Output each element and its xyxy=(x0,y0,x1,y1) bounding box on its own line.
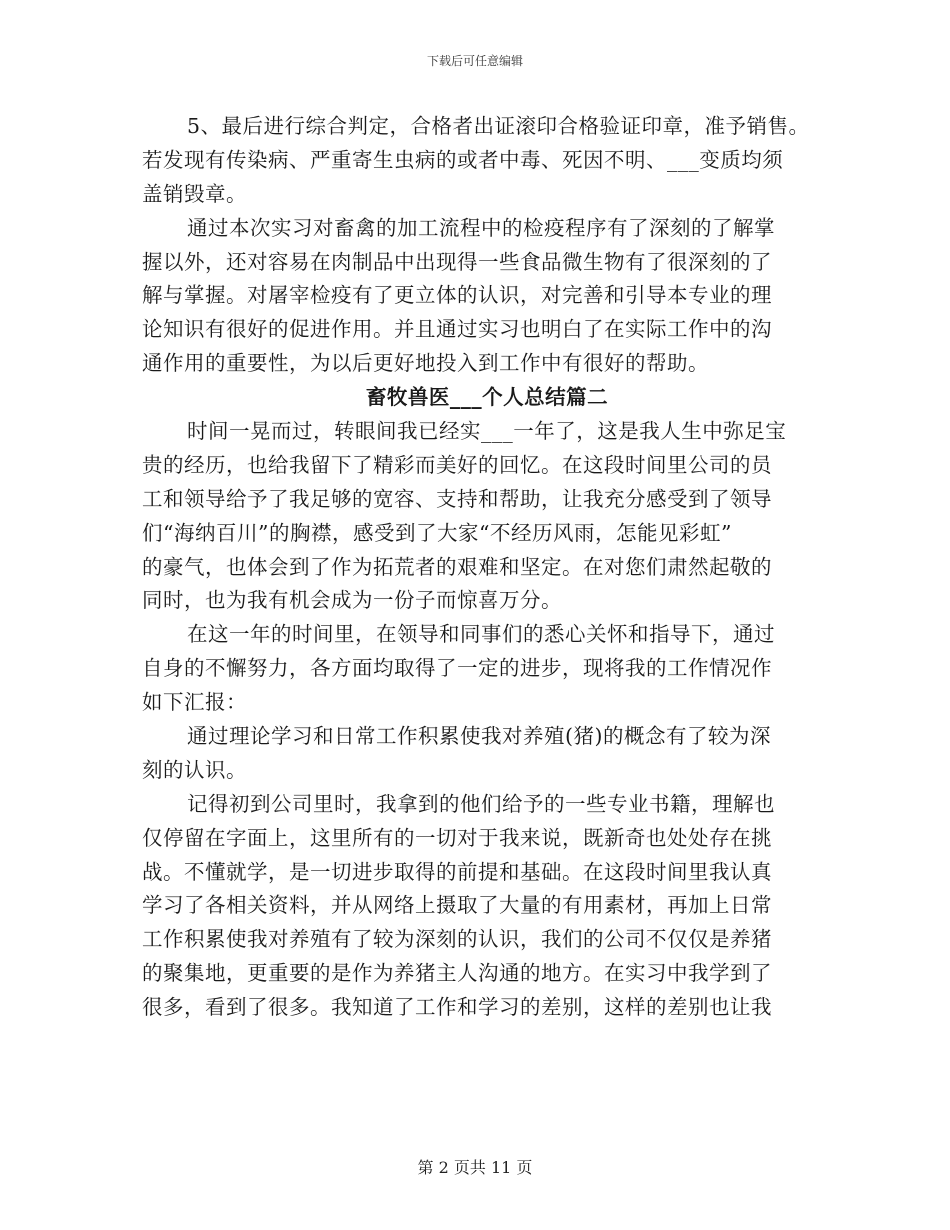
text-line: 盖销毁章。 xyxy=(142,181,247,206)
text-line: 记得初到公司里时，我拿到的他们给予的一些专业书籍，理解也 xyxy=(187,791,775,816)
text-line: 同时，也为我有机会成为一份子而惊喜万分。 xyxy=(142,588,562,613)
text-line: 刻的认识。 xyxy=(142,757,247,782)
text-line: 的豪气，也体会到了作为拓荒者的艰难和坚定。在对您们肃然起敬的 xyxy=(142,554,772,579)
text-line: 工和领导给予了我足够的宽容、支持和帮助，让我充分感受到了领导 xyxy=(142,486,772,511)
text-line: 仅停留在字面上，这里所有的一切对于我来说，既新奇也处处存在挑 xyxy=(142,825,772,850)
text-line: 工作积累使我对养殖有了较为深刻的认识，我们的公司不仅仅是养猪 xyxy=(142,927,772,952)
text-line: 很多，看到了很多。我知道了工作和学习的差别，这样的差别也让我 xyxy=(142,995,772,1020)
text-line: 时间一晃而过，转眼间我已经实___一年了，这是我人生中弥足宝 xyxy=(187,419,787,444)
text-line: 学习了各相关资料，并从网络上摄取了大量的有用素材，再加上日常 xyxy=(142,893,772,918)
text-line: 自身的不懈努力，各方面均取得了一定的进步，现将我的工作情况作 xyxy=(142,656,772,681)
text-line: 通过本次实习对畜禽的加工流程中的检疫程序有了深刻的了解掌 xyxy=(187,215,775,240)
page-header: 下载后可任意编辑 xyxy=(426,54,523,68)
text-line: 通作用的重要性，为以后更好地投入到工作中有很好的帮助。 xyxy=(142,351,709,376)
text-line: 如下汇报： xyxy=(142,690,247,715)
text-line: 战。不懂就学，是一切进步取得的前提和基础。在这段时间里我认真 xyxy=(142,859,772,884)
text-line: 论知识有很好的促进作用。并且通过实习也明白了在实际工作中的沟 xyxy=(142,317,772,342)
document-body xyxy=(142,110,822,1025)
section-title: 畜牧兽医___个人总结篇二 xyxy=(365,385,609,410)
text-line: 贵的经历，也给我留下了精彩而美好的回忆。在这段时间里公司的员 xyxy=(142,452,772,477)
text-line: 5、最后进行综合判定，合格者出证滚印合格验证印章，准予销售。 xyxy=(187,114,810,138)
page-footer: 第 2 页共 11 页 xyxy=(417,1158,533,1177)
text-line: 们“海纳百川”的胸襟，感受到了大家“不经历风雨，怎能见彩虹” xyxy=(142,520,732,545)
text-line: 在这一年的时间里，在领导和同事们的悉心关怀和指导下，通过 xyxy=(187,622,775,647)
text-line: 解与掌握。对屠宰检疫有了更立体的认识，对完善和引导本专业的理 xyxy=(142,283,772,308)
text-line: 若发现有传染病、严重寄生虫病的或者中毒、死因不明、___变质均须 xyxy=(142,147,784,172)
text-line: 的聚集地，更重要的是作为养猪主人沟通的地方。在实习中我学到了 xyxy=(142,961,772,986)
text-line: 通过理论学习和日常工作积累使我对养殖(猪)的概念有了较为深 xyxy=(187,724,771,749)
text-line: 握以外，还对容易在肉制品中出现得一些食品微生物有了很深刻的了 xyxy=(142,249,772,274)
